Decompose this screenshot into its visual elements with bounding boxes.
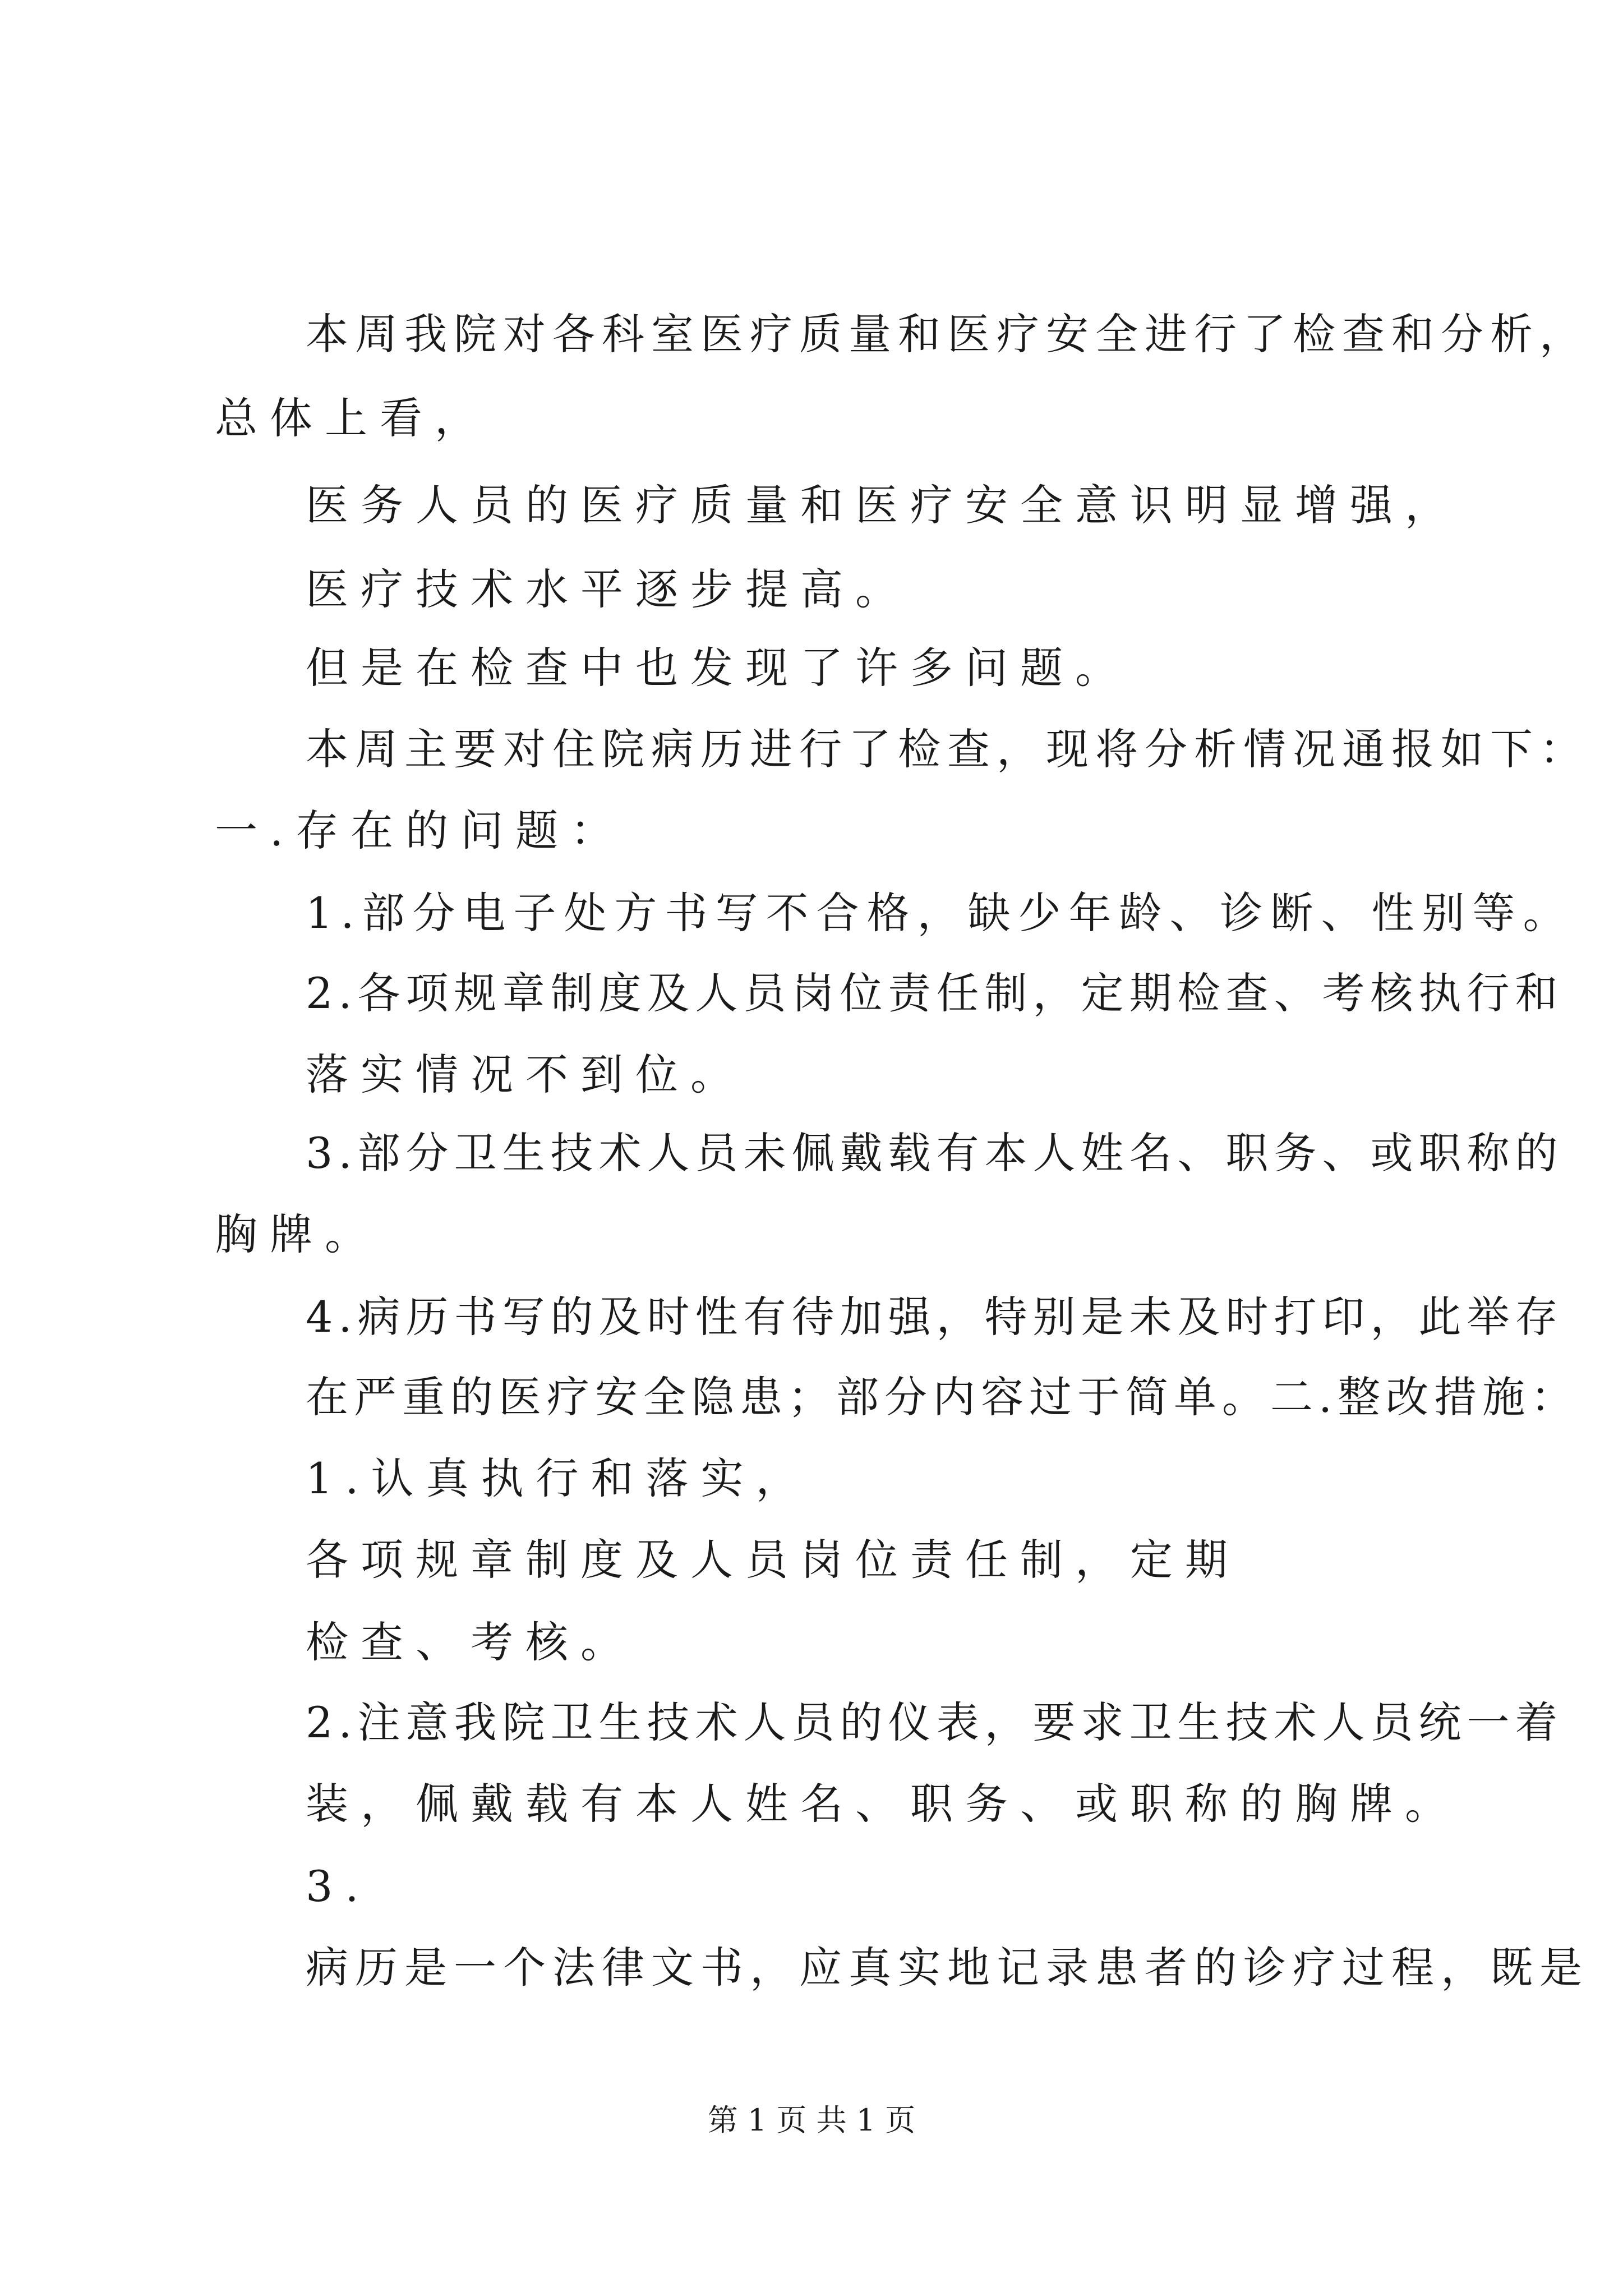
text-line: 2.注意我院卫生技术人员的仪表，要求卫生技术人员统一着 — [306, 1697, 1564, 1747]
page-number-footer: 第 1 页 共 1 页 — [707, 2102, 916, 2138]
text-line: 检查、考核。 — [306, 1617, 635, 1667]
text-line: 医疗技术水平逐步提高。 — [306, 564, 910, 614]
text-line: 各项规章制度及人员岗位责任制，定期 — [306, 1535, 1240, 1585]
text-line: 1.部分电子处方书写不合格，缺少年龄、诊断、性别等。 — [306, 888, 1574, 938]
text-line: 3.部分卫生技术人员未佩戴载有本人姓名、职务、或职称的 — [306, 1128, 1564, 1178]
text-line: 胸牌。 — [215, 1209, 380, 1259]
text-line: 一.存在的问题： — [215, 806, 626, 855]
text-line: 本周我院对各科室医疗质量和医疗安全进行了检查和分析， — [306, 309, 1589, 359]
text-line: 3. — [306, 1861, 371, 1911]
text-line: 总体上看， — [215, 393, 490, 443]
text-line: 但是在检查中也发现了许多问题。 — [306, 643, 1130, 693]
text-line: 落实情况不到位。 — [306, 1050, 745, 1099]
text-line: 2.各项规章制度及人员岗位责任制，定期检查、考核执行和 — [306, 968, 1564, 1018]
text-line: 本周主要对住院病历进行了检查，现将分析情况通报如下： — [306, 724, 1589, 774]
text-line: 装，佩戴载有本人姓名、职务、或职称的胸牌。 — [306, 1779, 1460, 1829]
text-line: 病历是一个法律文书，应真实地记录患者的诊疗过程，既是 — [306, 1943, 1589, 1993]
text-line: 1.认真执行和落实， — [306, 1453, 811, 1503]
text-line: 医务人员的医疗质量和医疗安全意识明显增强， — [306, 480, 1460, 530]
text-line: 在严重的医疗安全隐患；部分内容过于简单。二.整改措施： — [306, 1372, 1579, 1422]
text-line: 4.病历书写的及时性有待加强，特别是未及时打印，此举存 — [306, 1292, 1564, 1342]
